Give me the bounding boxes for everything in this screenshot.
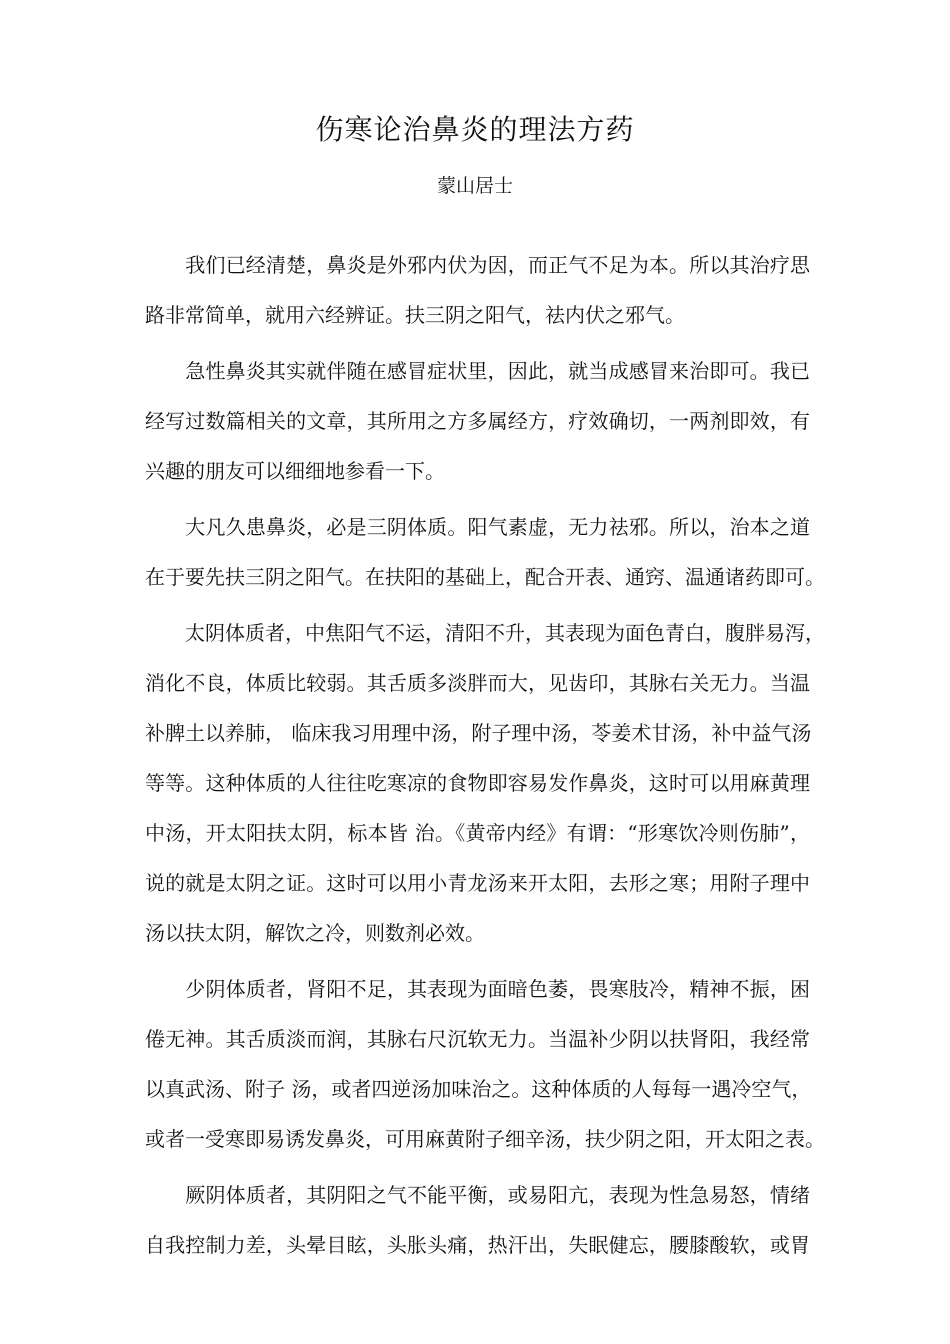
text-line: 自我控制力差，头晕目眩，头胀头痛，热汗出，失眠健忘，腰膝酸软，或胃 xyxy=(145,1233,810,1257)
text-line: 消化不良，体质比较弱。其舌质多淡胖而大，见齿印，其脉右关无力。当温 xyxy=(145,671,810,695)
text-line: 以真武汤、附子 汤，或者四逆汤加味治之。这种体质的人每每一遇冷空气， xyxy=(145,1077,812,1101)
text-line: 倦无神。其舌质淡而润，其脉右尺沉软无力。当温补少阴以扶肾阳，我经常 xyxy=(145,1027,810,1051)
text-line: 大凡久患鼻炎，必是三阴体质。阳气素虚，无力祛邪。所以，治本之道 xyxy=(145,515,810,539)
text-line: 中汤，开太阳扶太阴，标本皆 治。《黄帝内经》有谓：“形寒饮冷则伤肺”， xyxy=(145,821,810,845)
text-line: 太阴体质者，中焦阳气不运，清阳不升，其表现为面色青白，腹胖易泻， xyxy=(145,621,825,645)
text-line: 急性鼻炎其实就伴随在感冒症状里，因此，就当成感冒来治即可。我已 xyxy=(145,359,810,383)
text-line: 汤以扶太阴，解饮之冷，则数剂必效。 xyxy=(145,921,485,945)
text-line: 在于要先扶三阴之阳气。在扶阳的基础上，配合开表、通窍、温通诸药即可。 xyxy=(145,565,825,589)
text-line: 路非常简单，就用六经辨证。扶三阴之阳气，祛内伏之邪气。 xyxy=(145,303,685,327)
text-line: 说的就是太阴之证。这时可以用小青龙汤来开太阳，去形之寒；用附子理中 xyxy=(145,871,810,895)
text-line: 我们已经清楚，鼻炎是外邪内伏为因，而正气不足为本。所以其治疗思 xyxy=(145,253,810,277)
document-author: 蒙山居士 xyxy=(436,175,513,197)
document-body xyxy=(145,245,825,1275)
text-line: 少阴体质者，肾阳不足，其表现为面暗色萎，畏寒肢冷，精神不振，困 xyxy=(145,977,810,1001)
text-line: 或者一受寒即易诱发鼻炎，可用麻黄附子细辛汤，扶少阴之阳，开太阳之表。 xyxy=(145,1127,825,1151)
document-title: 伤寒论治鼻炎的理法方药 xyxy=(315,113,635,146)
text-line: 厥阴体质者，其阴阳之气不能平衡，或易阳亢，表现为性急易怒，情绪 xyxy=(145,1183,810,1207)
text-line: 等等。这种体质的人往往吃寒凉的食物即容易发作鼻炎，这时可以用麻黄理 xyxy=(145,771,810,795)
text-line: 兴趣的朋友可以细细地参看一下。 xyxy=(145,459,445,483)
text-line: 经写过数篇相关的文章，其所用之方多属经方，疗效确切，一两剂即效，有 xyxy=(145,409,810,433)
text-line: 补脾土以养肺， 临床我习用理中汤，附子理中汤，苓姜术甘汤，补中益气汤 xyxy=(145,721,812,745)
